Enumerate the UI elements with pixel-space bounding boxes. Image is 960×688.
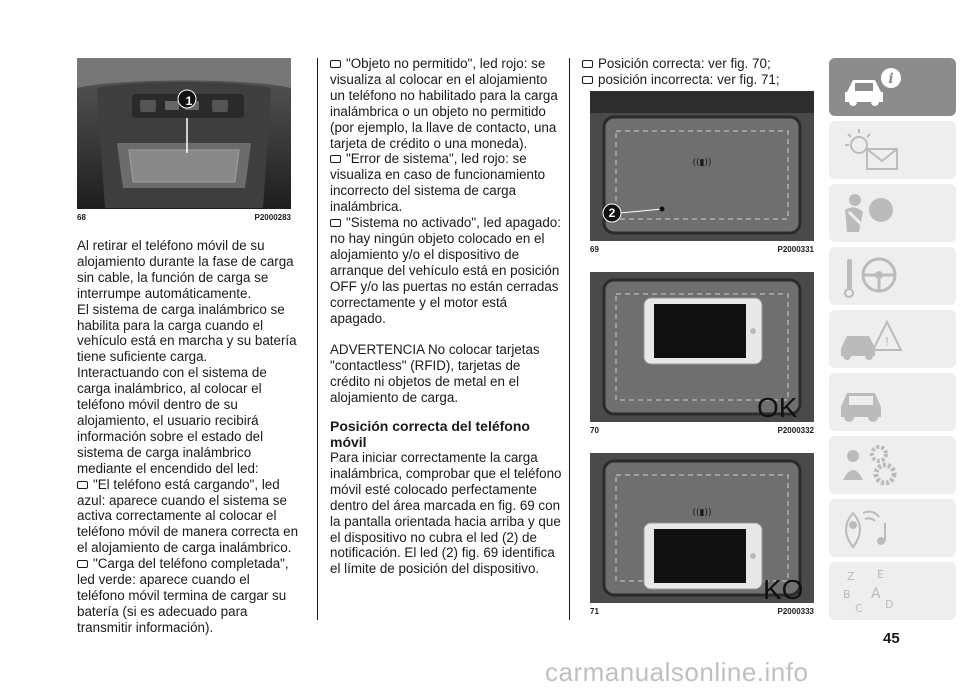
figure-number: 69 [590,245,599,254]
figure-70-caption [590,426,814,436]
section-heading: Posición correcta del teléfono móvil [330,418,530,451]
index-letter: A [871,586,881,602]
figure-number: 71 [590,607,599,616]
paragraph: Al retirar el teléfono móvil de su alojamiento durante la fase de carga sin cable, la función de carga se interrumpe automáticamente. [77,238,294,301]
figure-code: P2000332 [777,426,814,435]
tab-index[interactable] [829,562,956,620]
figure-71-caption [590,607,814,617]
tab-warning-lights[interactable] [829,121,956,179]
bullet-text: "Carga del teléfono completada", led verde: aparece cuando el teléfono móvil termina de cargar su batería (si es adecuado para transmitir información). [77,556,289,635]
paragraph: Para iniciar correctamente la carga inalámbrica, comprobar que el teléfono móvil esté colocado perfectamente dentro del área marcada en fig. 69 con la pantalla orientada hacia arriba y que el dispositivo no cubra el led (2) de notificación. El led (2) fig. 69 identifica el límite de posición del dispositivo. [330,450,562,577]
figure-code: P2000333 [777,607,814,616]
safety-airbag-icon [829,184,956,242]
driving-steering-icon [829,247,956,305]
paragraph: Interactuando con el sistema de carga inalámbrico, al colocar el teléfono móvil dentro de su alojamiento, el usuario recibirá información sobre el estado del sistema de carga inalámbrico mediante el encendido del led: [77,365,267,476]
figure-69-photo [590,91,814,241]
index-icon [829,562,956,620]
warning-lights-icon [829,121,956,179]
bullet-text: "Sistema no activado", led apagado: no hay ningún objeto colocado en el alojamiento y/o el dispositivo de arranque del vehículo está en posición OFF y/o las puertas no están cerradas correctamente y el motor está apagado. [330,215,561,326]
figure-68-caption [77,213,291,223]
bullet-text: posición incorrecta: ver fig. 71; [598,71,780,87]
charging-pad-illustration [590,91,814,241]
text-column-2 [330,56,562,577]
tab-technical-data[interactable] [829,436,956,494]
tab-driving[interactable] [829,247,956,305]
figure-68-callout: 1 [185,94,193,108]
multimedia-icon [829,499,956,557]
bullet-text: "Error de sistema", led rojo: se visualiza en caso de funcionamiento incorrecto del sistema de carga inalámbrica. [330,151,546,215]
warning-text: ADVERTENCIA No colocar tarjetas "contactless" (RFID), tarjetas de crédito ni objetos de metal en el alojamiento de carga. [330,342,540,406]
bullet-item [77,477,301,557]
ko-stamp: KO [763,574,804,605]
tab-car-info[interactable] [829,58,956,116]
page-number: 45 [883,630,900,647]
figure-code: P2000331 [777,245,814,254]
bullet-icon [330,60,341,68]
text-column-3 [582,56,818,88]
bullet-text: "Objeto no permitido", led rojo: se visualiza al colocar en el alojamiento un teléfono no habilitado para la carga inalámbrica o un objeto no permitido (por ejemplo, la llave de contacto, una tarjeta de crédito o una moneda). [330,56,558,151]
column-divider [569,58,570,620]
svg-text:!: ! [884,335,890,349]
tab-emergency[interactable] [829,310,956,368]
bullet-item [330,151,562,215]
bullet-text: Posición correcta: ver fig. 70; [598,56,771,71]
index-letter: D [885,598,894,611]
tab-maintenance[interactable] [829,373,956,431]
tab-multimedia[interactable] [829,499,956,557]
svg-text:((▮)): ((▮)) [692,158,712,168]
wireless-charger-console-illustration [77,58,291,209]
bullet-item [330,56,562,151]
bullet-icon [582,76,593,84]
text-column-1 [77,238,301,636]
bullet-text: "El teléfono está cargando", led azul: aparece cuando el sistema se activa correctamente al colocar el teléfono móvil de manera correcta en el alojamiento de carga inalámbrico. [77,476,299,556]
figure-number: 70 [590,426,599,435]
index-letter: Z [847,570,855,583]
figure-68-photo [77,58,291,209]
paragraph: El sistema de carga inalámbrico se habilita para la carga cuando el vehículo está en marcha y su batería tiene suficiente carga. [77,301,297,365]
emergency-icon [829,310,956,368]
car-info-icon [829,58,956,116]
technical-data-icon [829,436,956,494]
figure-69-callout: 2 [608,206,616,220]
svg-text:i: i [888,71,894,87]
figure-code: P2000283 [254,213,291,222]
figure-69-caption [590,245,814,255]
index-letter: B [843,588,851,601]
bullet-icon [77,481,88,489]
bullet-item [582,56,818,72]
watermark: carmanualsonline.info [545,657,809,687]
bullet-item [582,72,818,88]
tab-safety[interactable] [829,184,956,242]
bullet-icon [330,155,341,163]
bullet-icon [330,219,341,227]
index-letter: E [877,568,884,581]
svg-text:((▮)): ((▮)) [692,508,712,518]
ok-stamp: OK [757,392,798,423]
bullet-icon [582,60,593,68]
maintenance-icon [829,373,956,431]
column-divider [317,58,318,620]
bullet-item [77,556,301,636]
bullet-item [330,215,562,326]
index-letter: C [855,602,863,615]
figure-number: 68 [77,213,86,222]
bullet-icon [77,560,88,568]
